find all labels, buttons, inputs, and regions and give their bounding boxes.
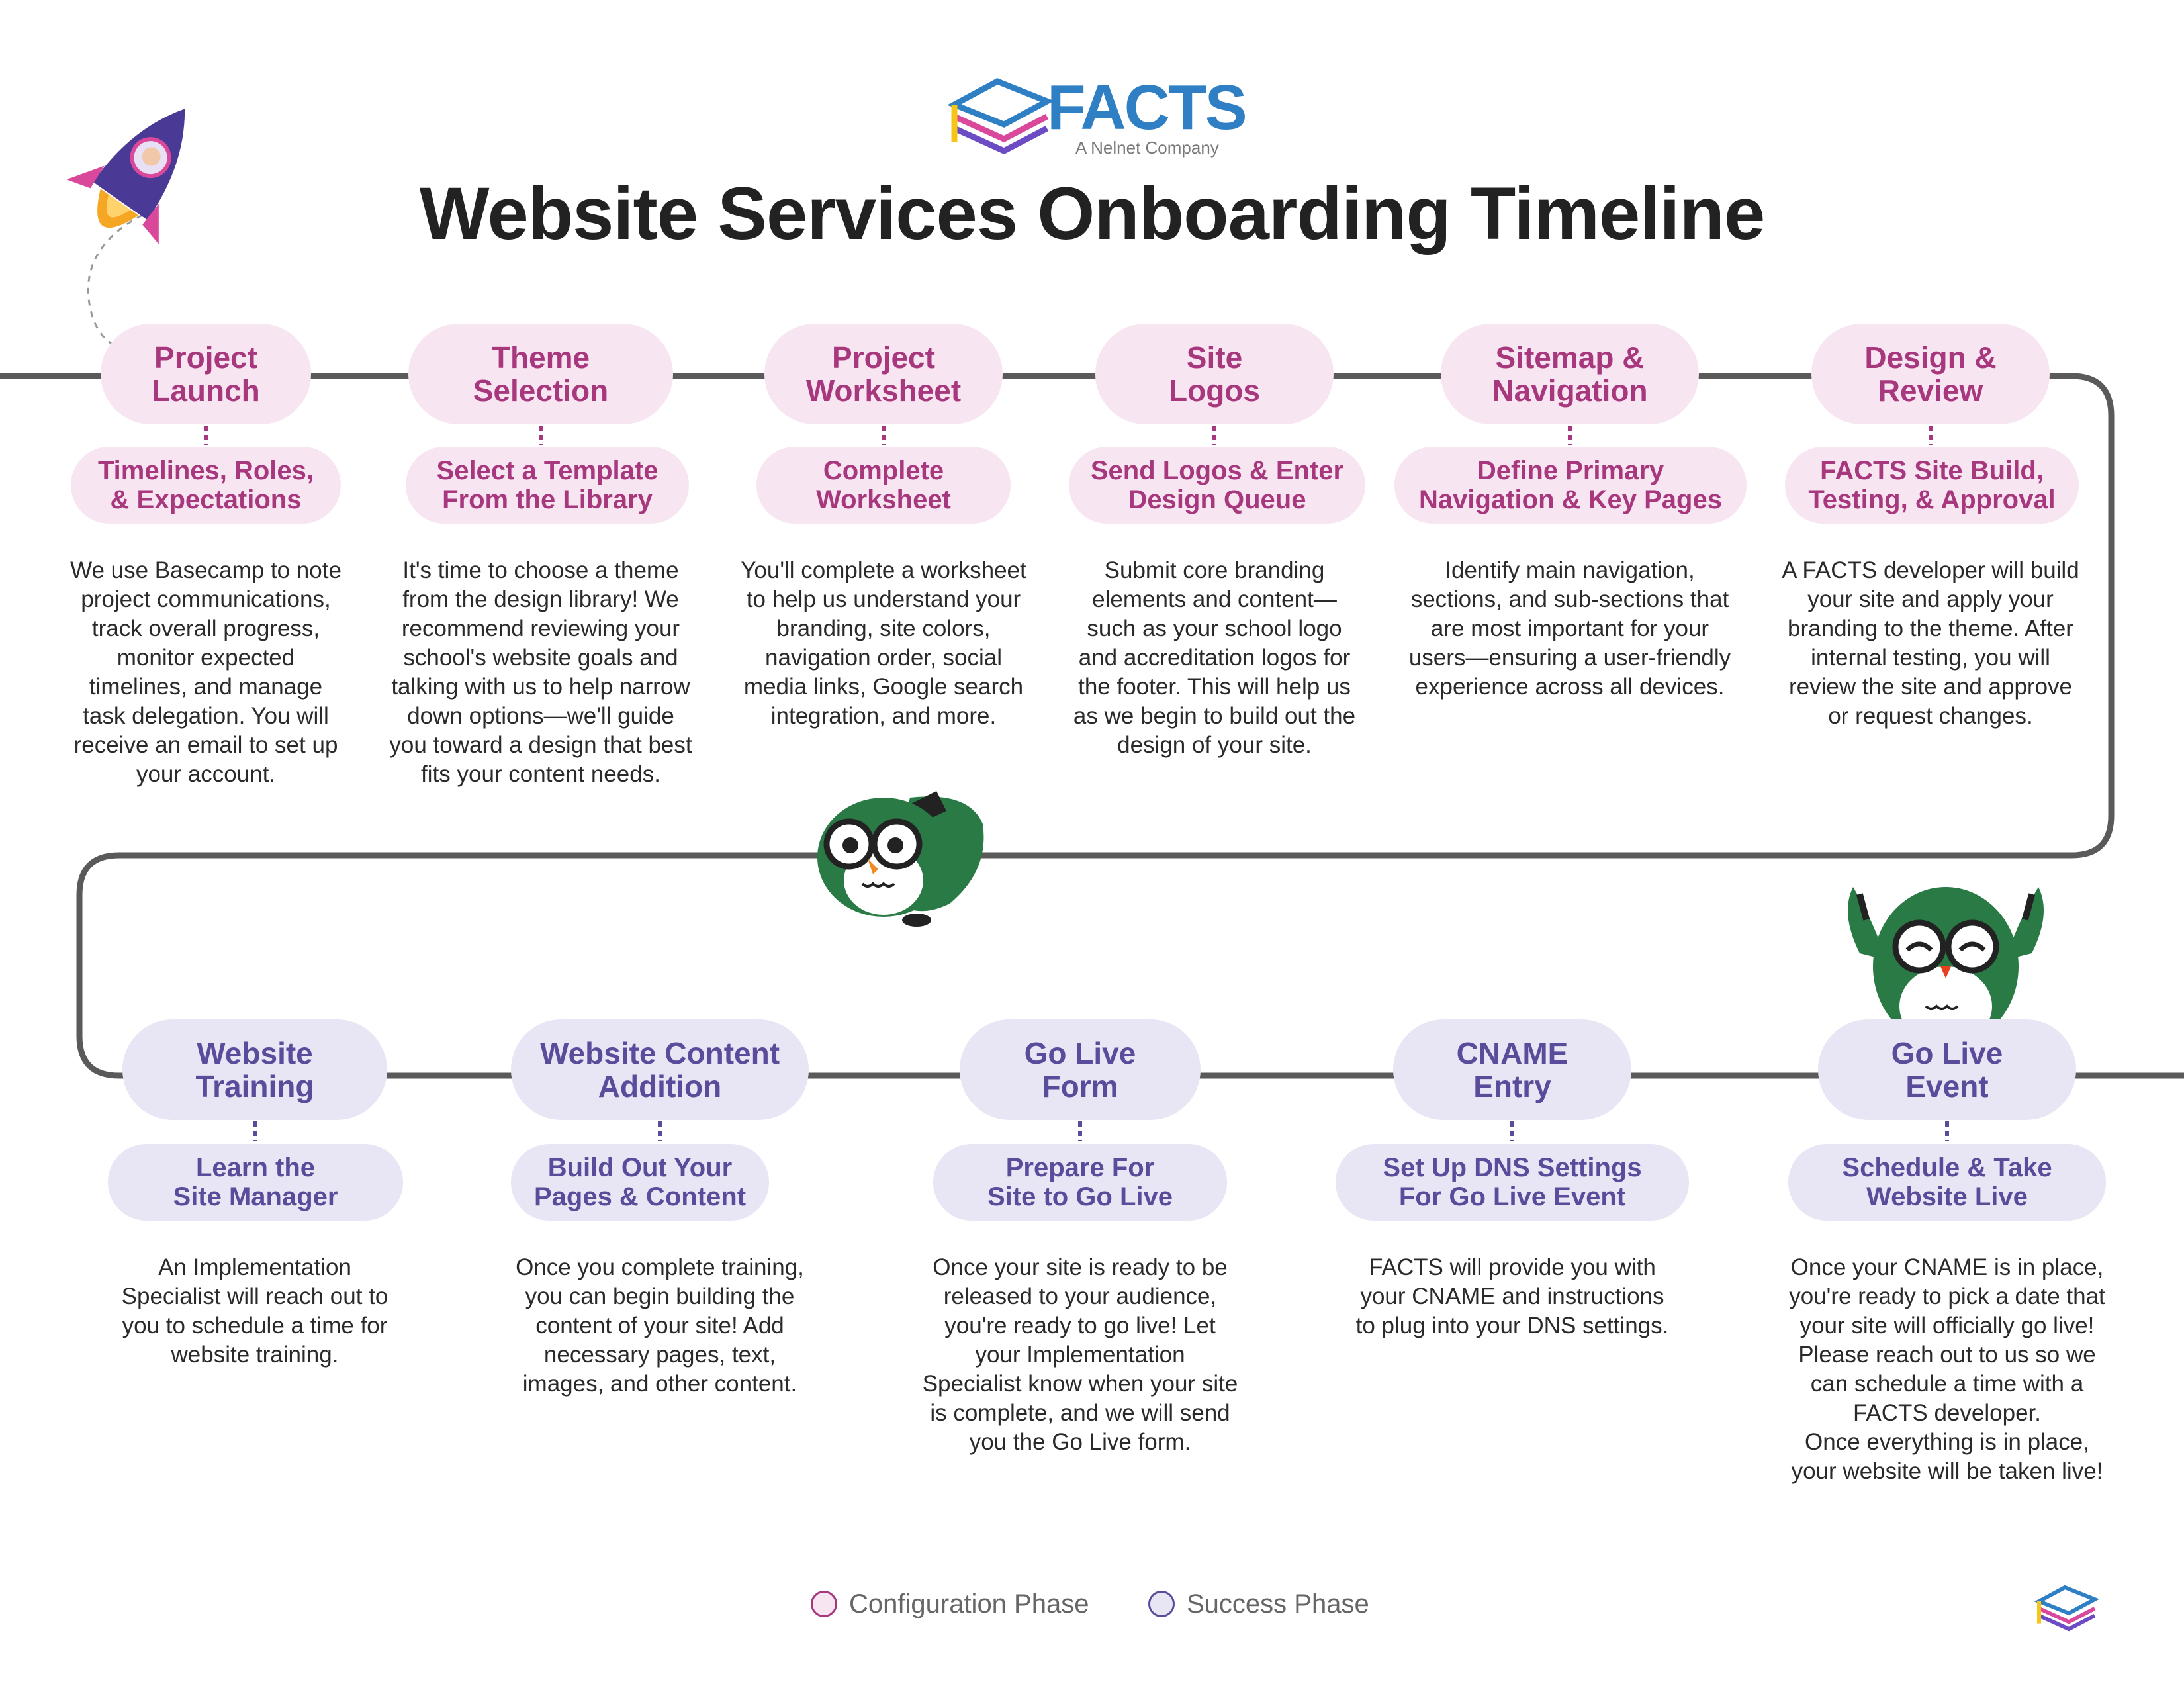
step-description: We use Basecamp to note project communications, track overall progress, monitor expected timelines, and manage task delegation. You will receive an email to set up your account.: [70, 557, 341, 787]
phase-pill: CNAME Entry: [1393, 1019, 1631, 1120]
brand-logo: [940, 71, 1244, 164]
connector-dots: [253, 1121, 257, 1141]
legend-success-label: Success Phase: [1187, 1589, 1369, 1618]
sub-pill: Send Logos & Enter Design Queue: [1069, 447, 1365, 524]
step-description: Identify main navigation, sections, and sub-sections that are most important for your users—ensuring a user-friendly experience across all devices.: [1408, 557, 1731, 700]
phase-pill: Project Worksheet: [764, 324, 1003, 424]
connector-dots: [1510, 1121, 1514, 1141]
sub-pill: Build Out Your Pages & Content: [511, 1144, 769, 1221]
connector-dots: [1212, 426, 1216, 445]
page-title: Website Services Onboarding Timeline: [419, 172, 1765, 255]
legend-config-label: Configuration Phase: [849, 1589, 1089, 1618]
sub-pill: Prepare For Site to Go Live: [933, 1144, 1227, 1221]
phase-pill: Design & Review: [1811, 324, 2050, 424]
legend-config-swatch: [811, 1591, 837, 1617]
step-description: Once your CNAME is in place, you're ready to pick a date that your site will officially go live! Please reach out to us so we can schedule a time with a FACTS developer. Once everything is in place, your website will be taken live!: [1789, 1254, 2105, 1484]
owl-with-grad-cap-icon: [817, 791, 983, 927]
phase-pill: Website Training: [122, 1019, 387, 1120]
sub-pill: Select a Template From the Library: [406, 447, 689, 524]
sub-pill: Timelines, Roles, & Expectations: [71, 447, 341, 524]
connector-dots: [1568, 426, 1572, 445]
phase-pill: Sitemap & Navigation: [1441, 324, 1699, 424]
sub-pill: Schedule & Take Website Live: [1788, 1144, 2106, 1221]
phase-pill: Go Live Event: [1818, 1019, 2076, 1120]
connector-dots: [1078, 1121, 1082, 1141]
step-description: An Implementation Specialist will reach out to you to schedule a time for website training.: [121, 1254, 388, 1368]
step-description: Once you complete training, you can begin building the content of your site! Add necessary pages, text, images, and other content.: [516, 1254, 804, 1397]
step-description: A FACTS developer will build your site and apply your branding to the theme. After internal testing, you will review the site and approve or request changes.: [1782, 557, 2079, 729]
sub-pill: Set Up DNS Settings For Go Live Event: [1336, 1144, 1689, 1221]
phase-pill: Theme Selection: [408, 324, 673, 424]
step-description: FACTS will provide you with your CNAME and instructions to plug into your DNS settings.: [1355, 1254, 1669, 1338]
brand-name: FACTS: [1047, 72, 1246, 143]
brand-subtitle: A Nelnet Company: [1075, 138, 1219, 158]
phase-pill: Project Launch: [101, 324, 311, 424]
sub-pill: Complete Worksheet: [756, 447, 1011, 524]
connector-dots: [204, 426, 208, 445]
step-description: It's time to choose a theme from the design library! We recommend reviewing your school's website goals and talking with us to help narrow down options—we'll guide you toward a design that best fits your content needs.: [389, 557, 692, 787]
connector-dots: [1929, 426, 1933, 445]
connector-dots: [882, 426, 886, 445]
sub-pill: Define Primary Navigation & Key Pages: [1394, 447, 1747, 524]
phase-pill: Go Live Form: [960, 1019, 1201, 1120]
step-description: You'll complete a worksheet to help us understand your branding, site colors, navigation order, social media links, Google search integration, and more.: [741, 557, 1026, 729]
connector-dots: [539, 426, 543, 445]
legend-config: [811, 1585, 1089, 1622]
connector-dots: [1945, 1121, 1949, 1141]
connector-dots: [658, 1121, 662, 1141]
phase-pill: Site Logos: [1095, 324, 1334, 424]
sub-pill: FACTS Site Build, Testing, & Approval: [1785, 447, 2079, 524]
sub-pill: Learn the Site Manager: [108, 1144, 403, 1221]
phase-pill: Website Content Addition: [511, 1019, 809, 1120]
facts-logo-small-icon: [2039, 1587, 2095, 1629]
legend-success-swatch: [1148, 1591, 1175, 1617]
step-description: Submit core branding elements and content— such as your school logo and accreditation logos for the footer. This will help us as we begin to build out the design of your site.: [1073, 557, 1356, 758]
step-description: Once your site is ready to be released to your audience, you're ready to go live! Let your Implementation Specialist know when your site is complete, and we will send you the Go Live form.: [922, 1254, 1238, 1455]
legend-success: [1148, 1585, 1369, 1622]
